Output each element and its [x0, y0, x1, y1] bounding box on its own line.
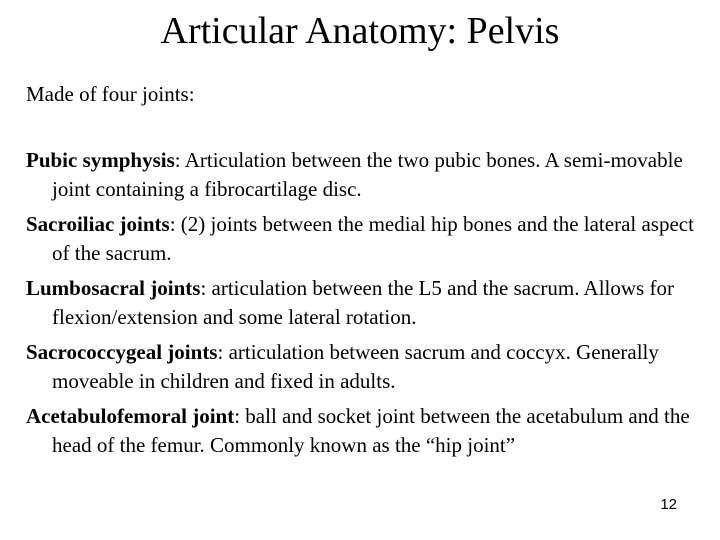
list-item — [26, 274, 698, 332]
page-number: 12 — [660, 496, 677, 513]
joint-term: Sacrococcygeal joints — [26, 340, 218, 364]
joint-term: Sacroiliac joints — [26, 212, 170, 236]
joint-description: : (2) joints between the medial hip bones and the lateral aspect of the sacrum. — [52, 212, 694, 265]
joint-term: Acetabulofemoral joint — [26, 404, 235, 428]
joint-description: : articulation between sacrum and coccyx. Generally moveable in children and fixed in adults. — [52, 340, 659, 393]
joint-description: : Articulation between the two pubic bones. A semi-movable joint containing a fibrocartilage disc. — [52, 148, 683, 201]
list-item — [26, 338, 698, 396]
joint-description: : ball and socket joint between the acetabulum and the head of the femur. Commonly known as the “hip joint” — [52, 404, 690, 457]
joint-term: Pubic symphysis — [26, 148, 175, 172]
slide-title: Articular Anatomy: Pelvis — [160, 10, 560, 52]
intro-text: Made of four joints: — [26, 82, 195, 106]
joint-list — [26, 146, 698, 466]
joint-term: Lumbosacral joints — [26, 276, 201, 300]
list-item — [26, 146, 698, 204]
joint-description: : articulation between the L5 and the sacrum. Allows for flexion/extension and some lateral rotation. — [52, 276, 674, 329]
list-item — [26, 210, 698, 268]
list-item — [26, 402, 698, 460]
